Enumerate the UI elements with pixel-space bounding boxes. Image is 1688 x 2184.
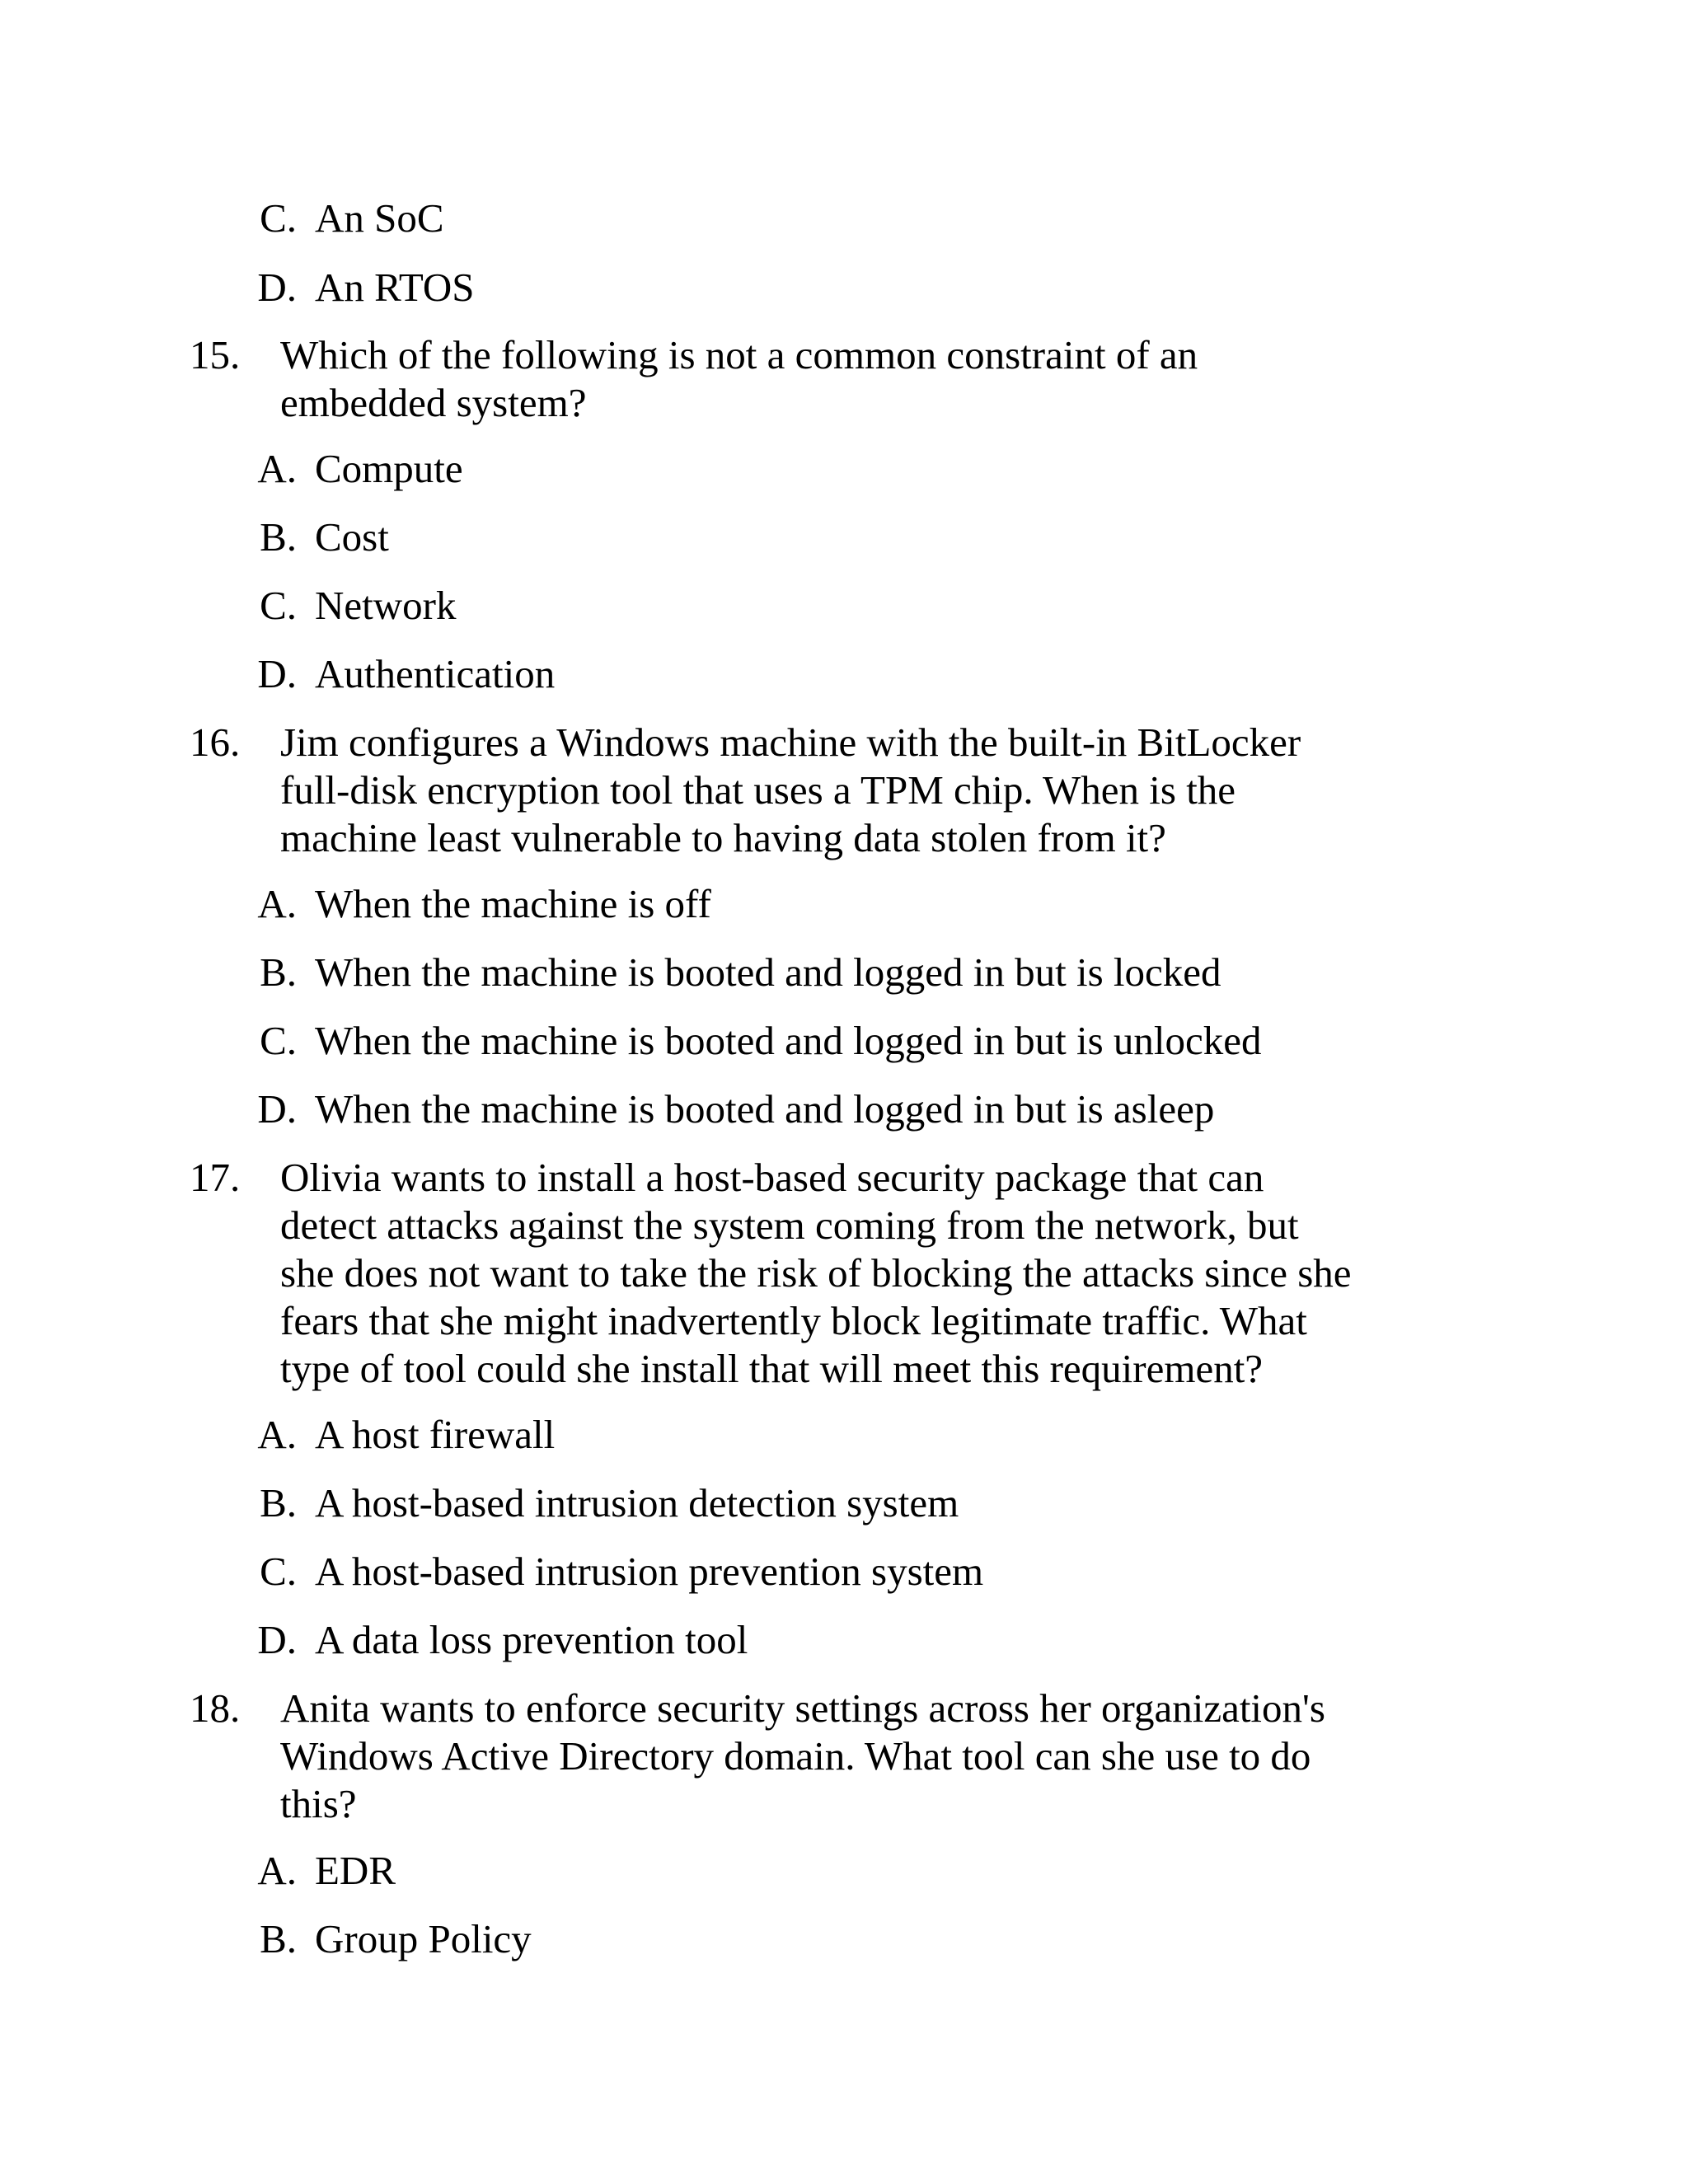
question-stem: Which of the following is not a common constraint of an embedded system? <box>280 332 1198 425</box>
option-letter: A. <box>257 1412 297 1457</box>
option-text: A host-based intrusion prevention system <box>315 1549 984 1594</box>
option-letter: C. <box>260 1549 297 1594</box>
option-letter: C. <box>260 1018 297 1063</box>
question-number: 18. <box>190 1685 241 1731</box>
option-text: A host firewall <box>315 1412 556 1457</box>
option-letter: D. <box>257 1086 297 1132</box>
option-text: An SoC <box>315 195 444 241</box>
option-letter: B. <box>260 514 297 560</box>
option-letter: A. <box>257 1848 297 1893</box>
option-letter: D. <box>257 265 297 310</box>
option-letter: B. <box>260 949 297 995</box>
question-number: 16. <box>190 719 241 765</box>
option-text: When the machine is booted and logged in but is asleep <box>315 1086 1215 1132</box>
option-text: When the machine is booted and logged in but is unlocked <box>315 1018 1262 1063</box>
option-text: An RTOS <box>315 265 475 310</box>
option-text: When the machine is off <box>315 881 711 926</box>
option-letter: B. <box>260 1480 297 1526</box>
option-text: EDR <box>315 1848 396 1893</box>
question-stem: Anita wants to enforce security settings across her organization's Windows Active Directory domain. What tool can she use to do this? <box>280 1685 1325 1826</box>
option-text: When the machine is booted and logged in but is locked <box>315 949 1221 995</box>
option-text: Authentication <box>315 651 556 696</box>
option-text: Network <box>315 583 457 628</box>
option-letter: C. <box>260 583 297 628</box>
option-text: Compute <box>315 446 463 491</box>
question-stem: Jim configures a Windows machine with the built-in BitLocker full-disk encryption tool that uses a TPM chip. When is the machine least vulnerable to having data stolen from it? <box>280 719 1301 860</box>
option-letter: C. <box>260 195 297 241</box>
option-letter: D. <box>257 1617 297 1662</box>
option-text: Group Policy <box>315 1916 532 1961</box>
option-letter: A. <box>257 881 297 926</box>
question-number: 15. <box>190 332 241 377</box>
option-text: A data loss prevention tool <box>315 1617 748 1662</box>
question-number: 17. <box>190 1155 241 1200</box>
option-letter: A. <box>257 446 297 491</box>
option-letter: D. <box>257 651 297 696</box>
option-letter: B. <box>260 1916 297 1961</box>
option-text: Cost <box>315 514 389 560</box>
option-text: A host-based intrusion detection system <box>315 1480 959 1526</box>
question-stem: Olivia wants to install a host-based security package that can detect attacks against the system coming from the network, but she does not want to take the risk of blocking the attacks since she fears that she might inadvertently block legitimate traffic. What type of tool could she install that will meet this requirement? <box>280 1155 1352 1391</box>
